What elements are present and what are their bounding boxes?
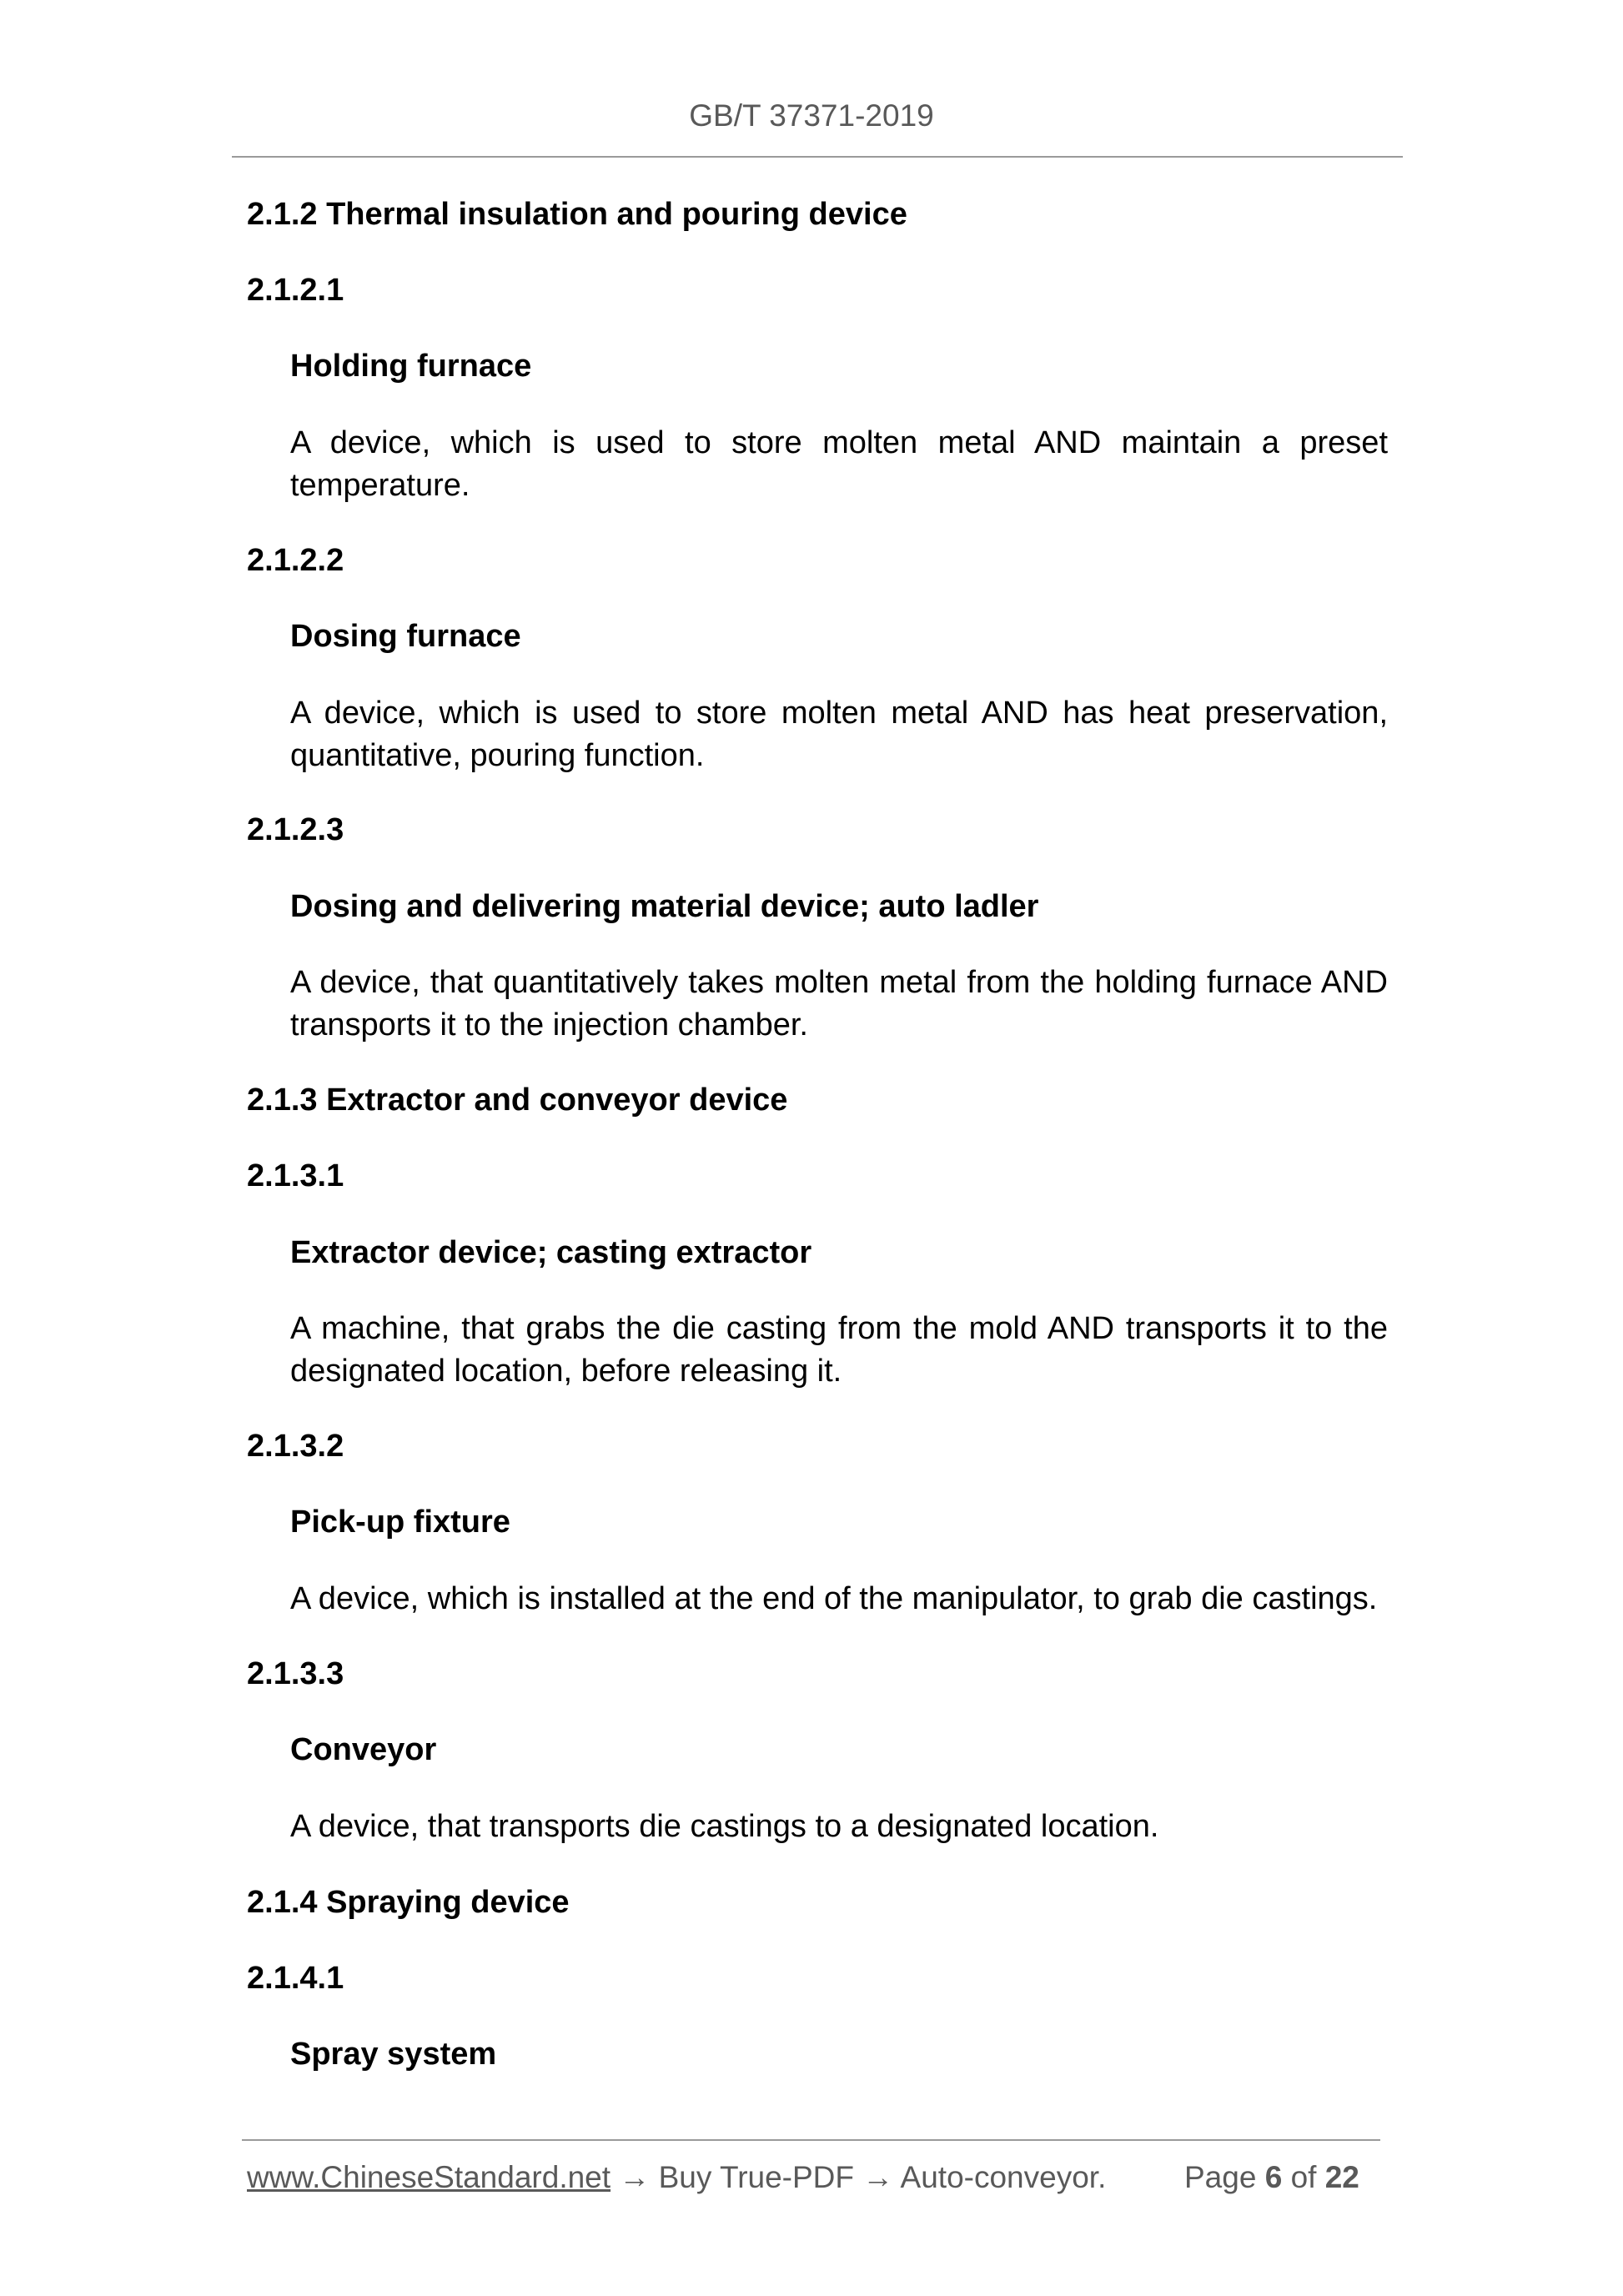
page-total: 22 xyxy=(1324,2160,1359,2194)
term-holding-furnace: Holding furnace xyxy=(290,349,532,384)
term-auto-ladler: Dosing and delivering material device; auto ladler xyxy=(290,889,1039,924)
clause-number-2-1-3-3: 2.1.3.3 xyxy=(247,1656,344,1691)
page-label: Page xyxy=(1184,2160,1257,2194)
term-spray-system: Spray system xyxy=(290,2037,497,2072)
term-conveyor: Conveyor xyxy=(290,1732,437,1767)
term-casting-extractor: Extractor device; casting extractor xyxy=(290,1235,812,1270)
of-label: of xyxy=(1290,2160,1317,2194)
section-heading-2-1-3: 2.1.3 Extractor and conveyor device xyxy=(247,1083,788,1118)
definition-dosing-furnace: A device, which is used to store molten metal AND has heat preservation, quantitative, pouring function. xyxy=(290,696,1388,773)
term-dosing-furnace: Dosing furnace xyxy=(290,619,521,654)
section-heading-2-1-4: 2.1.4 Spraying device xyxy=(247,1885,570,1920)
definition-holding-furnace: A device, which is used to store molten metal AND maintain a preset temperature. xyxy=(290,425,1388,503)
arrow-right-icon: → xyxy=(862,2160,894,2194)
page-indicator xyxy=(1184,2160,1359,2195)
definition-pick-up-fixture: A device, which is installed at the end of the manipulator, to grab die castings. xyxy=(290,1581,1378,1616)
page-number: 6 xyxy=(1264,2160,1283,2194)
clause-number-2-1-4-1: 2.1.4.1 xyxy=(247,1961,344,1996)
page-footer xyxy=(247,2160,1381,2202)
arrow-right-icon: → xyxy=(619,2160,651,2194)
footer-divider xyxy=(242,2139,1380,2141)
definition-casting-extractor: A machine, that grabs the die casting from the mold AND transports it to the designated location, before releasing it. xyxy=(290,1311,1388,1389)
buy-true-pdf-text: Buy True-PDF xyxy=(658,2160,855,2194)
auto-conveyor-text: Auto-conveyor. xyxy=(900,2160,1107,2194)
clause-number-2-1-3-1: 2.1.3.1 xyxy=(247,1158,344,1193)
footer-left xyxy=(247,2160,1106,2195)
site-link[interactable]: www.ChineseStandard.net xyxy=(247,2160,611,2194)
clause-number-2-1-2-1: 2.1.2.1 xyxy=(247,273,344,308)
clause-number-2-1-2-3: 2.1.2.3 xyxy=(247,812,344,847)
section-heading-2-1-2: 2.1.2 Thermal insulation and pouring device xyxy=(247,197,907,232)
term-pick-up-fixture: Pick-up fixture xyxy=(290,1505,510,1540)
page-header-doc-id: GB/T 37371-2019 xyxy=(689,98,934,133)
definition-conveyor: A device, that transports die castings to a designated location. xyxy=(290,1809,1159,1844)
clause-number-2-1-3-2: 2.1.3.2 xyxy=(247,1429,344,1464)
definition-auto-ladler: A device, that quantitatively takes molten metal from the holding furnace AND transports it to the injection chamber. xyxy=(290,965,1388,1042)
clause-number-2-1-2-2: 2.1.2.2 xyxy=(247,543,344,578)
